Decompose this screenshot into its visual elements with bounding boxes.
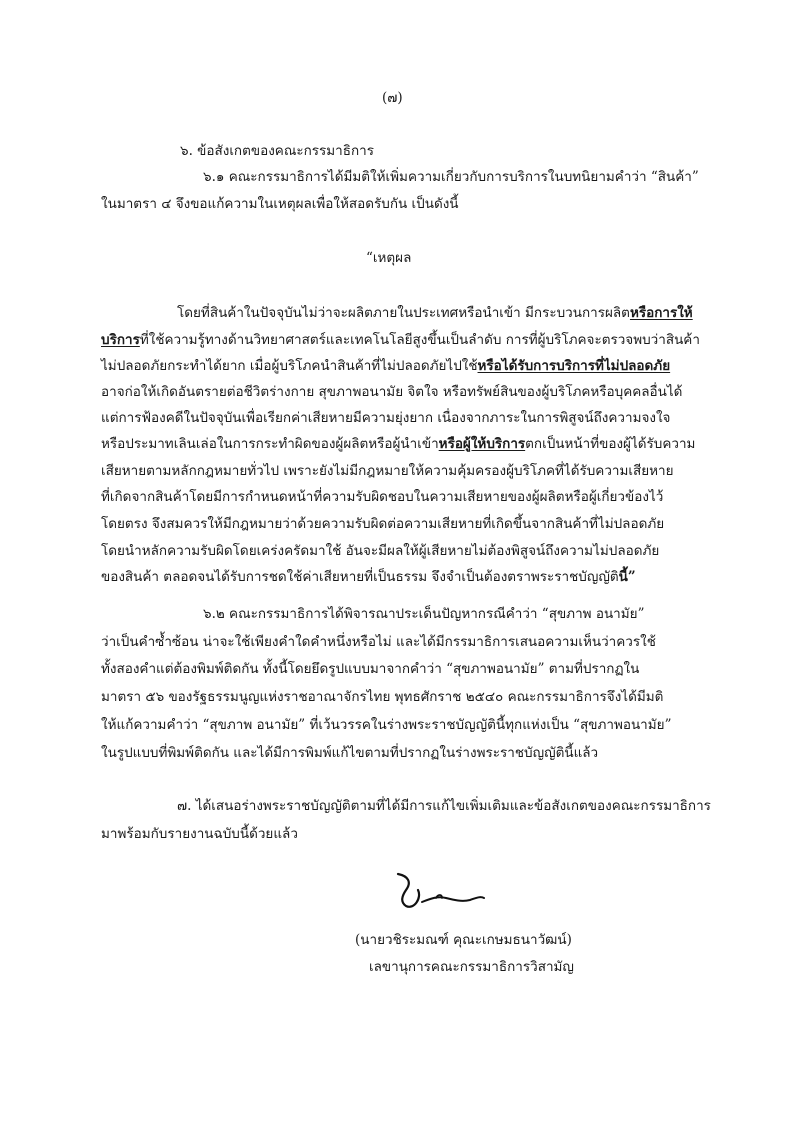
section-6-heading: ๖. ข้อสังเกตของคณะกรรมาธิการ (180, 143, 375, 159)
underlined-phrase: หรือการให้ (629, 305, 693, 321)
reason-line-2 (101, 331, 700, 349)
reason-line-5: แต่การฟ้องคดีในปัจจุบันเพื่อเรียกค่าเสียหายมีความยุ่งยาก เนื่องจากภาระในการพิสูจน์ถึงความจงใจ (101, 410, 671, 426)
signer-name: (นายวชิระมณฑ์ คุณะเกษมธนาวัฒน์) (355, 932, 572, 948)
reason-line-11 (101, 568, 636, 586)
reason-line-9: โดยตรง จึงสมควรให้มีกฎหมายว่าด้วยความรับผิดต่อความเสียหายที่เกิดขึ้นจากสินค้าที่ไม่ปลอดภัย (101, 516, 665, 532)
p62-line-2: ว่าเป็นคำซ้ำซ้อน น่าจะใช้เพียงคำใดคำหนึ่งหรือไม่ และได้มีกรรมาธิการเสนอความเห็นว่าควรใช้ (101, 634, 656, 650)
underlined-phrase: หรือได้รับการบริการที่ไม่ปลอดภัย (477, 358, 671, 374)
reason-text: หรือประมาทเลินเล่อในการกระทำผิดของผู้ผลิตหรือผู้นำเข้า (101, 436, 439, 452)
p7-line-1: ๗. ได้เสนอร่างพระราชบัญญัติตามที่ได้มีการแก้ไขเพิ่มเติมและข้อสังเกตของคณะกรรมาธิการ (177, 798, 711, 814)
reason-text: ไม่ปลอดภัยกระทำได้ยาก เมื่อผู้บริโภคนำสินค้าที่ไม่ปลอดภัยไปใช้ (101, 358, 478, 374)
p62-line-6: ในรูปแบบที่พิมพ์ติดกัน และได้มีการพิมพ์แก้ไขตามที่ปรากฏในร่างพระราชบัญญัตินี้แล้ว (101, 745, 599, 761)
reason-line-4: อาจก่อให้เกิดอันตรายต่อชีวิตร่างกาย สุขภาพอนามัย จิตใจ หรือทรัพย์สินของผู้บริโภคหรือบุคคลอื่นได้ (101, 384, 683, 400)
p62-line-1: ๖.๒ คณะกรรมาธิการได้พิจารณาประเด็นปัญหากรณีคำว่า “สุขภาพ อนามัย” (203, 606, 645, 622)
p7-line-2: มาพร้อมกับรายงานฉบับนี้ด้วยแล้ว (101, 826, 298, 842)
p62-line-5: ให้แก้ความคำว่า “สุขภาพ อนามัย” ที่เว้นวรรคในร่างพระราชบัญญัตินี้ทุกแห่งเป็น “สุขภาพอนามัย” (101, 717, 672, 733)
underlined-phrase: หรือผู้ให้บริการ (438, 436, 526, 452)
reason-text: ที่ใช้ความรู้ทางด้านวิทยาศาสตร์และเทคโนโลยีสูงขึ้นเป็นลำดับ การที่ผู้บริโภคจะตรวจพบว่าสินค้า (139, 332, 700, 348)
reason-line-10: โดยนำหลักความรับผิดโดยเคร่งครัดมาใช้ อันจะมีผลให้ผู้เสียหายไม่ต้องพิสูจน์ถึงความไม่ปลอดภัย (101, 543, 660, 559)
reason-heading: “เหตุผล (366, 250, 412, 266)
p61-line-1: ๖.๑ คณะกรรมาธิการได้มีมติให้เพิ่มความเกี่ยวกับการบริการในบทนิยามคำว่า “สินค้า” (203, 169, 699, 185)
p61-line-2: ในมาตรา ๔ จึงขอแก้ความในเหตุผลเพื่อให้สอดรับกัน เป็นดังนี้ (101, 196, 459, 212)
p62-line-3: ทั้งสองคำแต่ต้องพิมพ์ติดกัน ทั้งนี้โดยยึดรูปแบบมาจากคำว่า “สุขภาพอนามัย” ตามที่ปรากฏใน (101, 661, 640, 677)
reason-line-8: ที่เกิดจากสินค้าโดยมีการกำหนดหน้าที่ความรับผิดชอบในความเสียหายของผู้ผลิตหรือผู้เกี่ยวข้องไว้ (101, 489, 664, 505)
reason-text: โดยที่สินค้าในปัจจุบันไม่ว่าจะผลิตภายในประเทศหรือนำเข้า มีกระบวนการผลิต (177, 305, 630, 321)
reason-line-3 (101, 357, 670, 375)
reason-line-7: เสียหายตามหลักกฎหมายทั่วไป เพราะยังไม่มีกฎหมายให้ความคุ้มครองผู้บริโภคที่ได้รับความเสียหาย (101, 463, 674, 479)
reason-text: ของสินค้า ตลอดจนได้รับการชดใช้ค่าเสียหายที่เป็นธรรม จึงจำเป็นต้องตราพระราชบัญญัติ (101, 569, 619, 585)
reason-line-6 (101, 435, 695, 453)
reason-text: ตกเป็นหน้าที่ของผู้ได้รับความ (525, 436, 696, 452)
underlined-phrase: บริการ (101, 332, 140, 348)
page-number: (๗) (382, 90, 403, 106)
signer-title: เลขานุการคณะกรรมาธิการวิสามัญ (369, 959, 574, 975)
reason-line-1 (177, 304, 693, 322)
bold-phrase: นี้” (618, 569, 636, 585)
p62-line-4: มาตรา ๕๖ ของรัฐธรรมนูญแห่งราชอาณาจักรไทย พุทธศักราช ๒๕๔๐ คณะกรรมาธิการจึงได้มีมติ (101, 689, 664, 705)
signature (392, 868, 492, 918)
